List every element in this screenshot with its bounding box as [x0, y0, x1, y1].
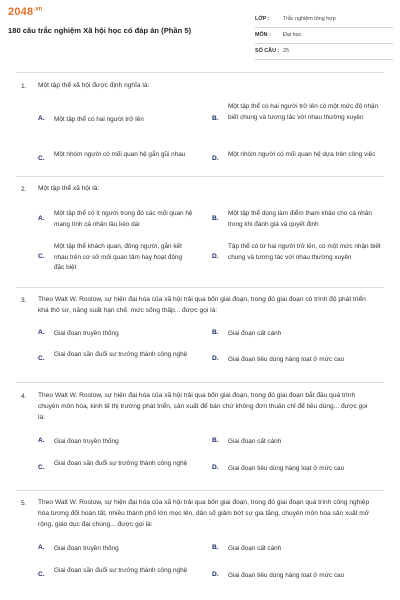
- option-text: Giai đoạn tiêu dùng hàng loạt ở mức cao: [228, 572, 345, 579]
- option-letter: C.: [38, 571, 45, 578]
- option-letter: A.: [38, 544, 45, 551]
- divider: [16, 490, 384, 491]
- option-text: Một tập thể có hai người trở lên: [54, 116, 144, 123]
- worksheet-header: [0, 0, 400, 72]
- option-letter: B.: [212, 115, 219, 122]
- question-number: 3.: [21, 297, 27, 304]
- logo-suffix: .vn: [33, 6, 43, 13]
- question-text: Theo Walt W. Rostow, sự hiện đại hóa của xã hội trải qua bốn giai đoạn, trong đó giai đoạn quá trình công nghiệp hóa tương đối hoàn tất, nhiều thành phố lớn mọc lên, dân số giảm bớt sự gia tăng, chuyên môn hóa sản xuất mở rộng, giáo dục đại chúng... được gọi là:: [38, 499, 370, 528]
- meta-row-subject: [255, 28, 393, 44]
- question-text: Theo Walt W. Rostow, sự hiện đại hóa của xã hội trải qua bốn giai đoạn, trong đó giai đoạn có trình độ phát triển khá thô sơ, năng suất hạn chế, mức sống thấp... được gọi là:: [38, 296, 366, 314]
- option-letter: A.: [38, 329, 45, 336]
- option-letter: D.: [212, 355, 219, 362]
- option-letter: D.: [212, 571, 219, 578]
- meta-value-subject: Đại học: [283, 32, 302, 38]
- meta-panel: [255, 12, 393, 60]
- option-text: Một tập thể có ít người trong đó các mối quan hệ mang tính cá nhân lâu kéo dài: [54, 210, 193, 228]
- question-text: Một tập thể xã hội là:: [38, 185, 100, 192]
- option-text: Giai đoạn săn đuổi sự trưởng thành công nghệ: [54, 460, 188, 467]
- option-letter: B.: [212, 437, 219, 444]
- option-text: Tập thể có từ hai người trở lên, có một mức nhận biết chung và tương tác với nhau thường xuyên: [228, 243, 381, 261]
- option-letter: B.: [212, 329, 219, 336]
- option-text: Một tập thể dùng làm điểm tham khảo cho cá nhân trong khi đánh giá và quyết định: [228, 210, 372, 228]
- option-text: Giai đoạn cất cánh: [228, 438, 282, 445]
- question-number: 4.: [21, 393, 27, 400]
- question-number: 1.: [21, 83, 27, 90]
- question-text: Một tập thể xã hội được định nghĩa là:: [38, 82, 150, 89]
- meta-label-class: LỚP :: [255, 16, 270, 22]
- meta-row-count: [255, 44, 393, 60]
- option-text: Giai đoạn truyền thống: [54, 438, 119, 445]
- option-letter: C.: [38, 464, 45, 471]
- meta-label-subject: MÔN :: [255, 32, 271, 38]
- option-letter: D.: [212, 253, 219, 260]
- question-number: 5.: [21, 500, 27, 507]
- option-letter: C.: [38, 155, 45, 162]
- divider: [16, 176, 384, 177]
- option-text: Một tập thể có hai người trở lên có một mức độ nhận biết chung và tương tác với nhau thường xuyên: [228, 103, 379, 121]
- divider: [16, 72, 384, 73]
- option-letter: D.: [212, 464, 219, 471]
- option-letter: A.: [38, 215, 45, 222]
- option-letter: B.: [212, 215, 219, 222]
- meta-value-class: Trắc nghiệm tổng hợp: [283, 16, 336, 22]
- option-text: Một tập thể khách quan, đông người, gắn kết nhau trên cơ sở mối quan tâm hay hoạt động đặc biệt: [54, 243, 183, 271]
- question-number: 2.: [21, 186, 27, 193]
- option-text: Giai đoạn săn đuổi sự trưởng thành công nghệ: [54, 351, 188, 358]
- option-letter: A.: [38, 115, 45, 122]
- page-title: 180 câu trắc nghiệm Xã hội học có đáp án (Phần 5): [8, 26, 192, 35]
- option-text: Giai đoạn cất cánh: [228, 545, 282, 552]
- site-logo[interactable]: [8, 6, 43, 18]
- meta-value-count: 25: [283, 48, 289, 54]
- option-letter: B.: [212, 544, 219, 551]
- option-text: Giai đoạn săn đuổi sự trưởng thành công nghệ: [54, 567, 188, 574]
- divider: [16, 287, 384, 288]
- option-letter: C.: [38, 253, 45, 260]
- option-letter: A.: [38, 437, 45, 444]
- option-text: Một nhóm người có mối quan hệ dựa trên công việc: [228, 151, 376, 158]
- question-text: Theo Walt W. Rostow, sự hiện đại hóa của xã hội trải qua bốn giai đoạn, trong đó giai đoạn bắt đầu quá trình chuyên môn hóa, kinh tế thị trường phát triển, sản xuất để bán chứ không đơn thuần chỉ để tiêu dùng... được gọi là:: [38, 392, 368, 421]
- meta-label-count: SỐ CÂU :: [255, 48, 280, 54]
- option-text: Giai đoạn tiêu dùng hàng loạt ở mức cao: [228, 465, 345, 472]
- option-text: Một nhóm người có mối quan hệ gắn gũi nhau: [54, 151, 186, 158]
- meta-row-class: [255, 12, 393, 28]
- option-letter: C.: [38, 355, 45, 362]
- option-text: Giai đoạn truyền thống: [54, 545, 119, 552]
- divider: [16, 382, 384, 383]
- option-text: Giai đoạn tiêu dùng hàng loạt ở mức cao: [228, 356, 345, 363]
- option-letter: D.: [212, 155, 219, 162]
- logo-main: 2048: [8, 6, 34, 18]
- option-text: Giai đoạn truyền thống: [54, 330, 119, 337]
- option-text: Giai đoạn cất cánh: [228, 330, 282, 337]
